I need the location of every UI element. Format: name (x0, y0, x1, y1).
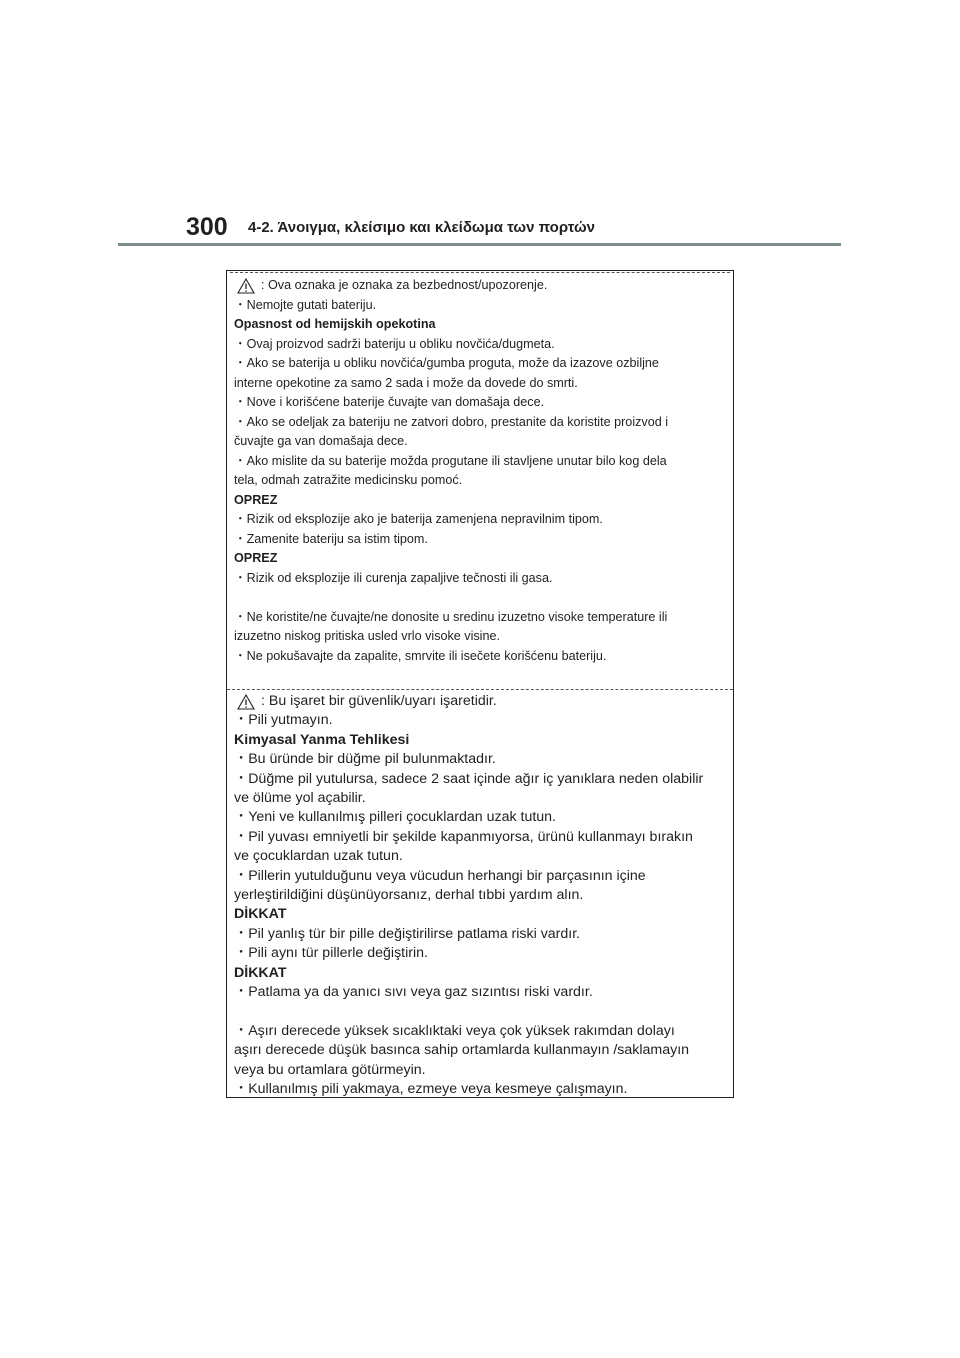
text-line: ・Ne koristite/ne čuvajte/ne donosite u sredinu izuzetno visoke temperature ili (234, 609, 668, 624)
text-line: ・Pillerin yutulduğunu veya vücudun herhangi bir parçasının içine (234, 867, 646, 884)
section-title: 4-2. Άνοιγμα, κλείσιμο και κλείδωμα των πορτών (248, 219, 595, 236)
text-line: ・Pili aynı tür pillerle değiştirin. (234, 945, 428, 962)
text-line: čuvajte ga van domašaja dece. (234, 434, 408, 448)
text-line: ・Bu üründe bir düğme pil bulunmaktadır. (234, 751, 496, 768)
serbian-warning-heading (234, 276, 726, 296)
subheading: DİKKAT (234, 906, 287, 923)
turkish-warning-section (234, 692, 726, 1100)
text-line: ・Rizik od eksplozije ako je baterija zamenjena nepravilnim tipom. (234, 512, 603, 526)
text-line: tela, odmah zatražite medicinsku pomoć. (234, 473, 463, 487)
language-divider (227, 689, 733, 690)
text-line: ve çocuklardan uzak tutun. (234, 848, 403, 865)
serbian-lines (234, 296, 726, 667)
warning-triangle-icon (237, 694, 255, 710)
text-line: interne opekotine za samo 2 sada i može da dovede do smrti. (234, 375, 578, 390)
serbian-warning-label: : Ova oznaka je oznaka za bezbednost/upozorenje. (261, 278, 548, 292)
text-line: ・Yeni ve kullanılmış pilleri çocuklardan uzak tutun. (234, 809, 557, 826)
turkish-warning-label: : Bu işaret bir güvenlik/uyarı işaretidir. (261, 693, 497, 709)
header-rule (118, 243, 841, 246)
text-line: ・Ako se baterija u obliku novčića/gumba proguta, može da izazove ozbiljne (234, 356, 659, 370)
subheading: OPREZ (234, 492, 278, 507)
text-line: yerleştirildiğini düşünüyorsanız, derhal tıbbi yardım alın. (234, 887, 584, 904)
subheading: Opasnost od hemijskih opekotina (234, 317, 436, 331)
text-line: ・Ako mislite da su baterije možda progutane ili stavljene unutar bilo kog dela (234, 453, 667, 468)
text-line: veya bu ortamlara götürmeyin. (234, 1061, 426, 1078)
blank-line (234, 1003, 726, 1022)
subheading: Kimyasal Yanma Tehlikesi (234, 731, 410, 748)
text-line: ・Kullanılmış pili yakmaya, ezmeye veya kesmeye çalışmayın. (234, 1081, 628, 1098)
text-line: aşırı derecede düşük basınca sahip ortamlarda kullanmayın /saklamayın (234, 1042, 690, 1059)
text-line: ve ölüme yol açabilir. (234, 790, 366, 807)
subheading: OPREZ (234, 551, 278, 565)
text-line: ・Zamenite bateriju sa istim tipom. (234, 531, 428, 546)
serbian-warning-section (234, 276, 726, 666)
text-line: ・Ovaj proizvod sadrži bateriju u obliku novčića/dugmeta. (234, 336, 555, 351)
warning-triangle-icon (237, 278, 255, 294)
turkish-lines (234, 711, 726, 1099)
text-line: izuzetno niskog pritiska usled vrlo visoke visine. (234, 629, 500, 643)
text-line: ・Ako se odeljak za bateriju ne zatvori dobro, prestanite da koristite proizvod i (234, 414, 669, 429)
text-line: ・Pili yutmayın. (234, 712, 333, 729)
box-top-dashed-line (230, 272, 730, 273)
text-line: ・Patlama ya da yanıcı sıvı veya gaz sızıntısı riski vardır. (234, 984, 593, 1001)
blank-line (234, 588, 726, 608)
text-line: ・Ne pokušavajte da zapalite, smrvite ili isečete korišćenu bateriju. (234, 648, 607, 663)
turkish-warning-heading (234, 692, 726, 711)
subheading: DİKKAT (234, 964, 287, 981)
text-line: ・Nove i korišćene baterije čuvajte van domašaja dece. (234, 395, 545, 409)
text-line: ・Aşırı derecede yüksek sıcaklıktaki veya çok yüksek rakımdan dolayı (234, 1022, 675, 1039)
text-line: ・Nemojte gutati bateriju. (234, 297, 377, 312)
text-line: ・Pil yuvası emniyetli bir şekilde kapanmıyorsa, ürünü kullanmayı bırakın (234, 828, 693, 845)
text-line: ・Düğme pil yutulursa, sadece 2 saat içinde ağır iç yanıklara neden olabilir (234, 770, 704, 787)
text-line: ・Pil yanlış tür bir pille değiştirilirse patlama riski vardır. (234, 925, 581, 942)
text-line: ・Rizik od eksplozije ili curenja zapaljive tečnosti ili gasa. (234, 570, 553, 585)
page-number: 300 (186, 213, 228, 241)
